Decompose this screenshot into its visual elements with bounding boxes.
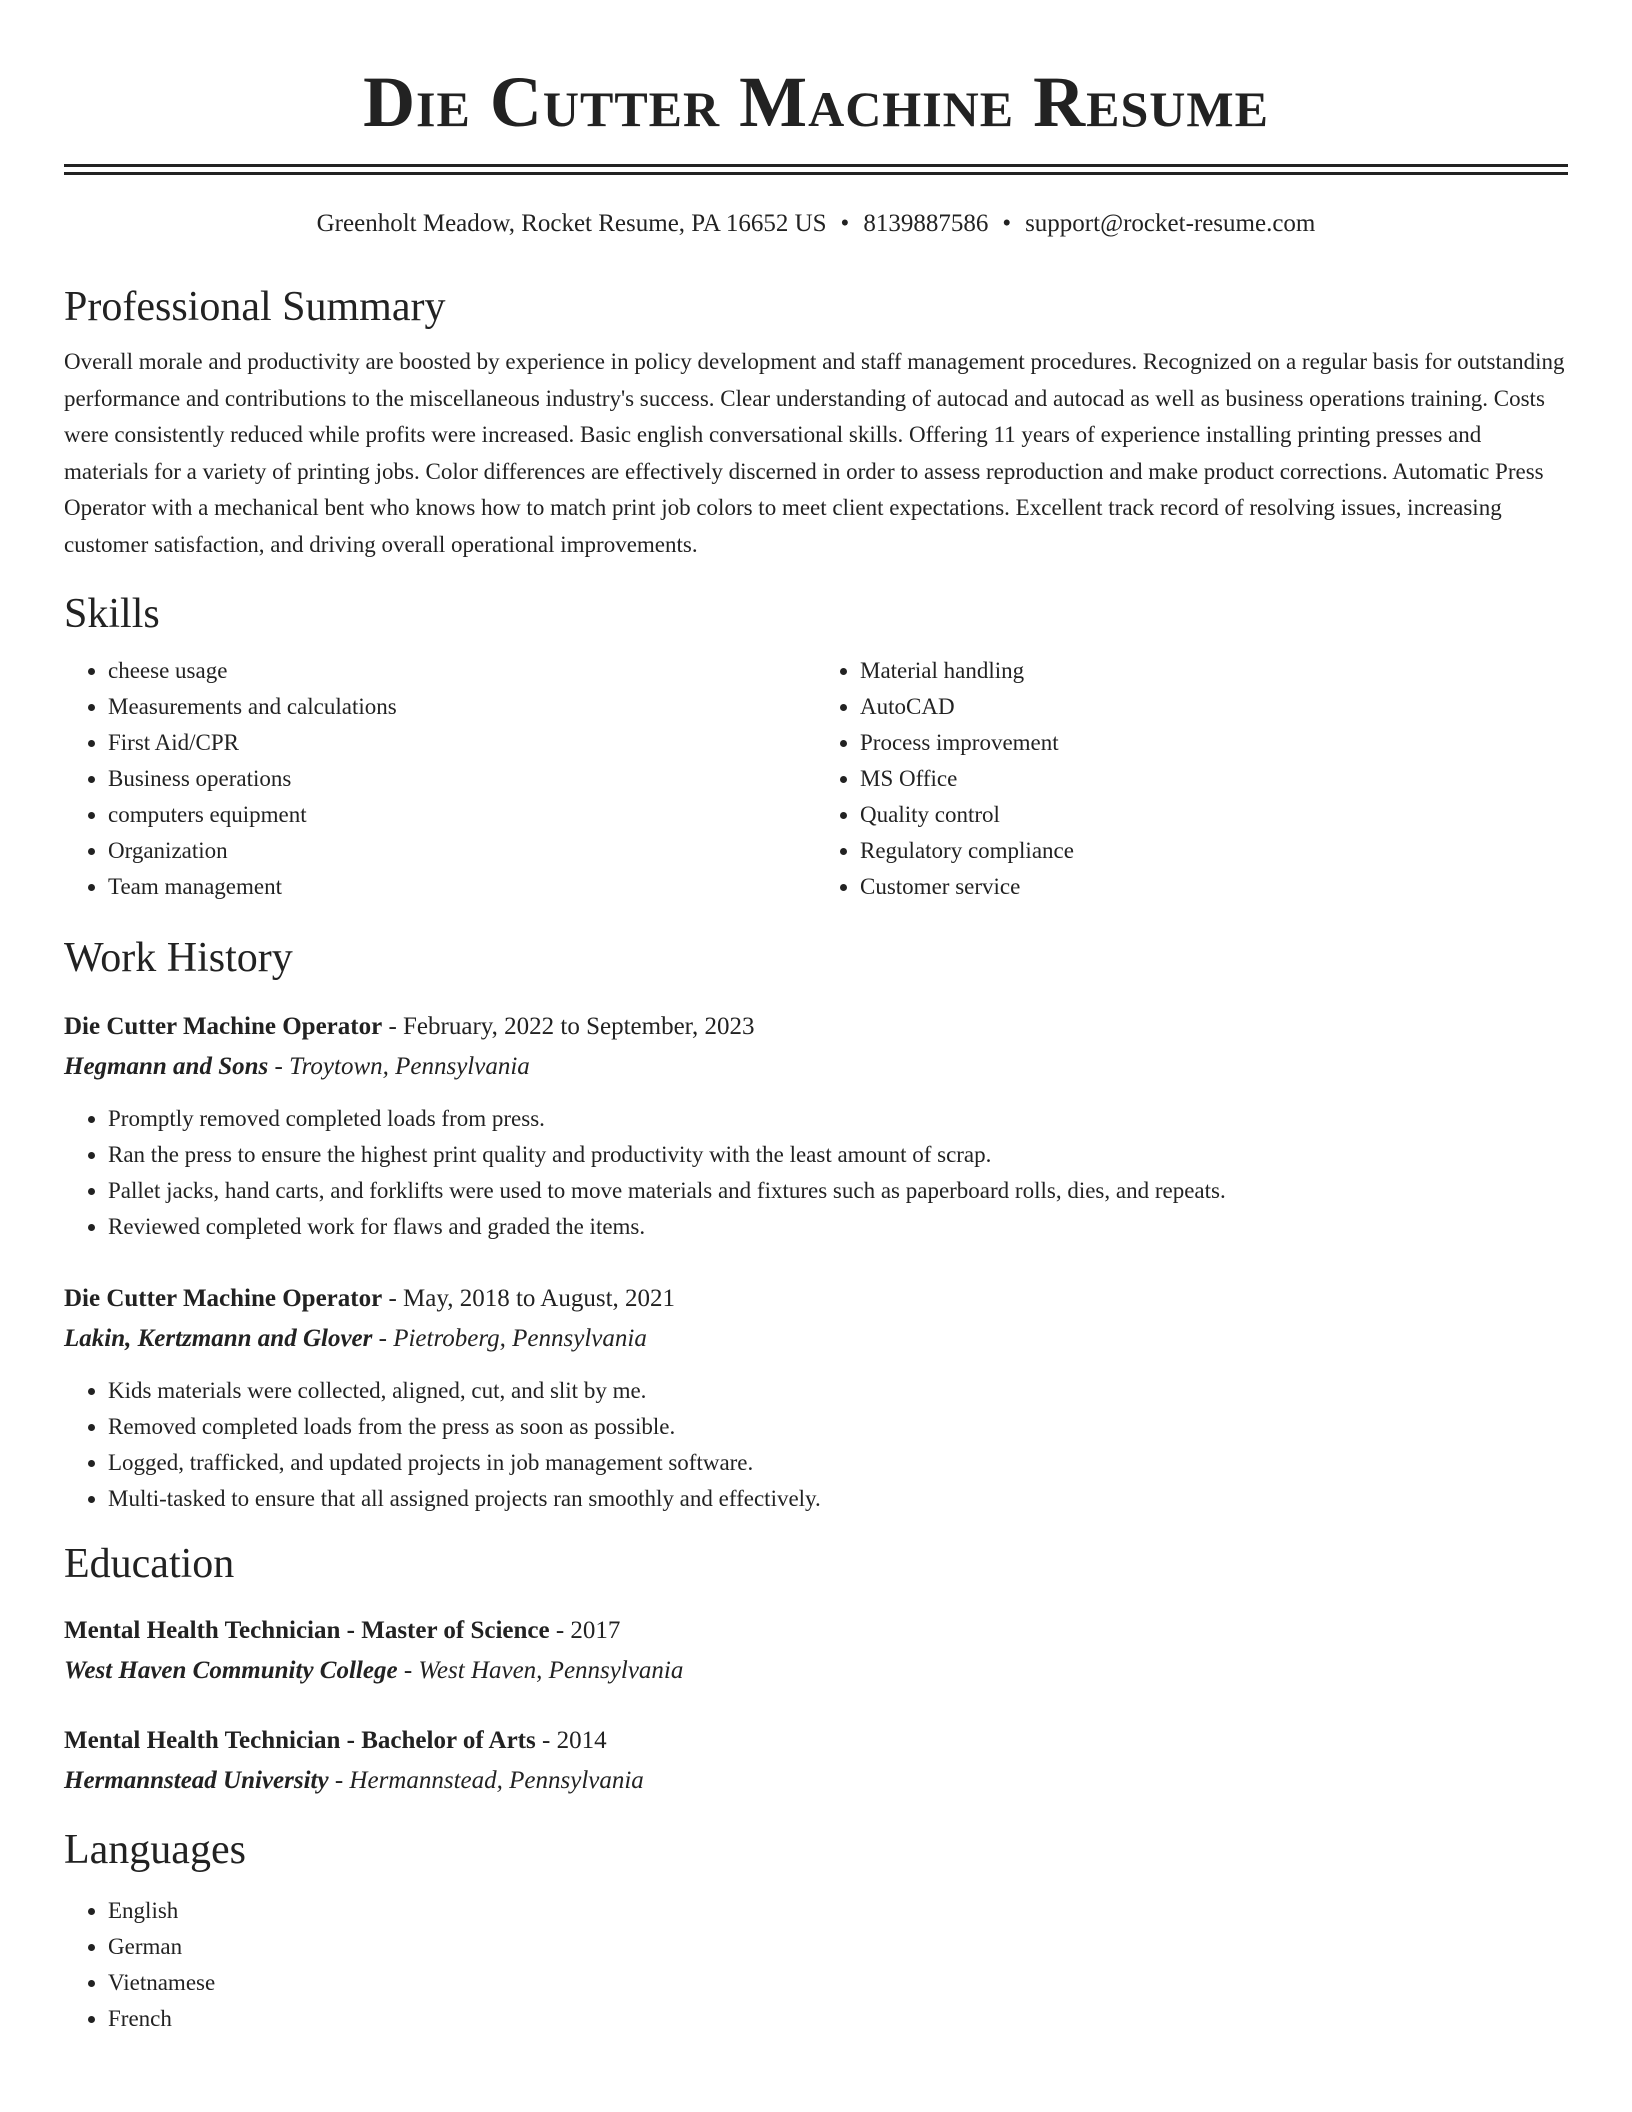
job-title: Die Cutter Machine Operator	[64, 1013, 383, 1040]
degree-title: Mental Health Technician - Master of Science	[64, 1617, 550, 1644]
job-duty: • Logged, trafficked, and updated projects in job management software.	[108, 1445, 1568, 1481]
skill-item: • Process improvement	[860, 725, 1568, 761]
skill-item: • Customer service	[860, 869, 1568, 905]
job-company: Hegmann and Sons	[64, 1053, 269, 1080]
skills-list-right	[816, 653, 1568, 905]
degree-title: Mental Health Technician - Bachelor of Arts	[64, 1727, 536, 1754]
job-duty: • Multi-tasked to ensure that all assigned projects ran smoothly and effectively.	[108, 1481, 1568, 1517]
job-location: - Pietroberg, Pennsylvania	[372, 1325, 647, 1352]
skills-section	[64, 587, 1568, 905]
job-duty: • Reviewed completed work for flaws and graded the items.	[108, 1209, 1568, 1245]
languages-list	[64, 1893, 1568, 2037]
resume-title: Die Cutter Machine Resume	[363, 62, 1269, 142]
school-line	[64, 1651, 1568, 1691]
skill-item: • computers equipment	[108, 797, 816, 833]
school-line	[64, 1761, 1568, 1801]
skill-item: • Business operations	[108, 761, 816, 797]
language-item: • Vietnamese	[108, 1965, 1568, 2001]
summary-section	[64, 280, 1568, 563]
job-company-line	[64, 1319, 1568, 1359]
language-item: • French	[108, 2001, 1568, 2037]
job-duties	[64, 1101, 1568, 1245]
language-item: • German	[108, 1929, 1568, 1965]
education-heading: Education	[64, 1541, 235, 1587]
degree-year: - 2014	[535, 1727, 607, 1754]
school-name: Hermannstead University	[64, 1767, 329, 1794]
school-name: West Haven Community College	[64, 1657, 398, 1684]
work-history-heading: Work History	[64, 935, 293, 981]
school-location: - West Haven, Pennsylvania	[397, 1657, 684, 1684]
job-location: - Troytown, Pennsylvania	[268, 1053, 530, 1080]
skill-item: • First Aid/CPR	[108, 725, 816, 761]
languages-heading: Languages	[64, 1827, 246, 1873]
contact-email: support@rocket-resume.com	[1025, 210, 1316, 237]
job-duty: • Promptly removed completed loads from press.	[108, 1101, 1568, 1137]
skill-item: • Organization	[108, 833, 816, 869]
title-divider-bottom	[64, 172, 1568, 175]
job-entry	[64, 1279, 1568, 1517]
language-item: • English	[108, 1893, 1568, 1929]
work-history-section	[64, 931, 1568, 1517]
job-title-line	[64, 1007, 1568, 1047]
skill-item: • AutoCAD	[860, 689, 1568, 725]
skill-item: • Regulatory compliance	[860, 833, 1568, 869]
skill-item: • Measurements and calculations	[108, 689, 816, 725]
skills-heading: Skills	[64, 591, 160, 637]
contact-address: Greenholt Meadow, Rocket Resume, PA 16652 US	[316, 210, 827, 237]
summary-heading: Professional Summary	[64, 284, 446, 330]
skill-item: • MS Office	[860, 761, 1568, 797]
languages-section	[64, 1823, 1568, 2037]
job-duties	[64, 1373, 1568, 1517]
degree-line	[64, 1721, 1568, 1761]
job-duty: • Pallet jacks, hand carts, and forklifts were used to move materials and fixtures such as paperboard rolls, dies, and repeats.	[108, 1173, 1568, 1209]
skill-item: • Team management	[108, 869, 816, 905]
summary-text: Overall morale and productivity are boosted by experience in policy development and staff management procedures. Recognized on a regular basis for outstanding performance and contributions to the miscellaneous industry's success. Clear understanding of autocad and autocad as well as business operations training. Costs were consistently reduced while profits were increased. Basic english conversational skills. Offering 11 years of experience installing printing presses and materials for a variety of printing jobs. Color differences are effectively discerned in order to assess reproduction and make product corrections. Automatic Press Operator with a mechanical bent who knows how to match print job colors to meet client expectations. Excellent track record of resolving issues, increasing customer satisfaction, and driving overall operational improvements.	[64, 349, 1565, 557]
degree-line	[64, 1611, 1568, 1651]
job-duty: • Ran the press to ensure the highest print quality and productivity with the least amount of scrap.	[108, 1137, 1568, 1173]
education-entry	[64, 1611, 1568, 1691]
title-divider-top	[64, 164, 1568, 167]
job-company: Lakin, Kertzmann and Glover	[64, 1325, 373, 1352]
contact-line	[64, 208, 1568, 240]
education-entry	[64, 1721, 1568, 1801]
job-title-line	[64, 1279, 1568, 1319]
skills-list-left	[64, 653, 816, 905]
job-company-line	[64, 1047, 1568, 1087]
contact-phone: 8139887586	[863, 210, 989, 237]
job-dates: - February, 2022 to September, 2023	[382, 1013, 755, 1040]
education-section	[64, 1537, 1568, 1801]
skill-item: • Quality control	[860, 797, 1568, 833]
skills-columns	[64, 653, 1568, 905]
degree-year: - 2017	[549, 1617, 621, 1644]
job-entry	[64, 1007, 1568, 1245]
contact-separator: •	[840, 210, 850, 237]
contact-separator: •	[1002, 210, 1012, 237]
job-duty: • Kids materials were collected, aligned, cut, and slit by me.	[108, 1373, 1568, 1409]
skill-item: • cheese usage	[108, 653, 816, 689]
job-duty: • Removed completed loads from the press as soon as possible.	[108, 1409, 1568, 1445]
school-location: - Hermannstead, Pennsylvania	[328, 1767, 644, 1794]
job-dates: - May, 2018 to August, 2021	[382, 1285, 676, 1312]
job-title: Die Cutter Machine Operator	[64, 1285, 383, 1312]
skill-item: • Material handling	[860, 653, 1568, 689]
